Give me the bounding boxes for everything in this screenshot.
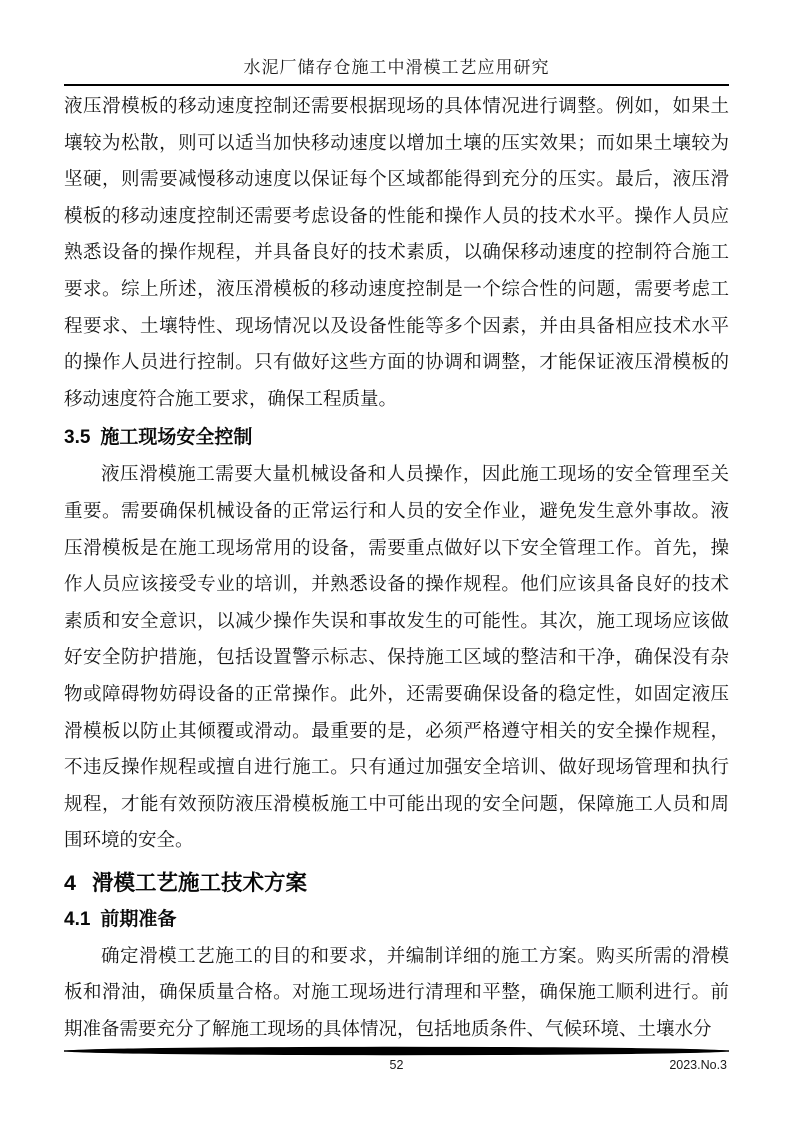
section-number: 3.5 — [64, 427, 91, 449]
chapter-title: 滑模工艺施工技术方案 — [91, 870, 307, 895]
paragraph-movement-speed-control: 液压滑模板的移动速度控制还需要根据现场的具体情况进行调整。例如，如果土壤较为松散，则可以适当加快移动速度以增加土壤的压实效果；而如果土壤较为坚硬，则需要减慢移动速度以保证每个区域都能得到充分的压实。最后，液压滑模板的移动速度控制还需要考虑设备的性能和操作人员的技术水平。操作人员应熟悉设备的操作规程，并具备良好的技术素质，以确保移动速度的控制符合施工要求。综上所述，液压滑模板的移动速度控制是一个综合性的问题，需要考虑工程要求、土壤特性、现场情况以及设备性能等多个因素，并由具备相应技术水平的操作人员进行控制。只有做好这些方面的协调和调整，才能保证液压滑模板的移动速度符合施工要求，确保工程质量。 — [64, 97, 729, 410]
issue-number: 2023.No.3 — [669, 1058, 727, 1072]
header-rule — [64, 84, 729, 86]
section-heading-4-1 — [64, 906, 729, 934]
lens-divider-rule — [64, 1046, 729, 1056]
section-number: 4.1 — [64, 908, 91, 930]
chapter-number: 4 — [64, 870, 76, 895]
page-number: 52 — [389, 1058, 404, 1072]
section-heading-3-5 — [64, 424, 729, 452]
paragraph-site-safety: 液压滑模施工需要大量机械设备和人员操作，因此施工现场的安全管理至关重要。需要确保机械设备的正常运行和人员的安全作业，避免发生意外事故。液压滑模板是在施工现场常用的设备，需要重点做好以下安全管理工作。首先，操作人员应该接受专业的培训，并熟悉设备的操作规程。他们应该具备良好的技术素质和安全意识，以减少操作失误和事故发生的可能性。其次，施工现场应该做好安全防护措施，包括设置警示标志、保持施工区域的整洁和干净，确保没有杂物或障碍物妨碍设备的正常操作。此外，还需要确保设备的稳定性，如固定液压滑模板以防止其倾覆或滑动。最重要的是，必须严格遵守相关的安全操作规程，不违反操作规程或擅自进行施工。只有通过加强安全培训、做好现场管理和执行规程，才能有效预防液压滑模板施工中可能出现的安全问题，保障施工人员和周围环境的安全。 — [64, 465, 729, 852]
running-head-title: 水泥厂储存仓施工中滑模工艺应用研究 — [243, 58, 550, 77]
page-content — [64, 55, 729, 1049]
section-title: 前期准备 — [100, 908, 177, 930]
footer-meta-row — [64, 1058, 729, 1076]
section-title: 施工现场安全控制 — [100, 427, 253, 449]
page-footer — [64, 1046, 729, 1076]
chapter-heading-4 — [64, 866, 729, 900]
paragraph-preliminary-preparation: 确定滑模工艺施工的目的和要求，并编制详细的施工方案。购买所需的滑模板和滑油，确保质量合格。对施工现场进行清理和平整，确保施工顺利进行。前期准备需要充分了解施工现场的具体情况，包括地质条件、气候环境、土壤水分 — [64, 946, 729, 1041]
